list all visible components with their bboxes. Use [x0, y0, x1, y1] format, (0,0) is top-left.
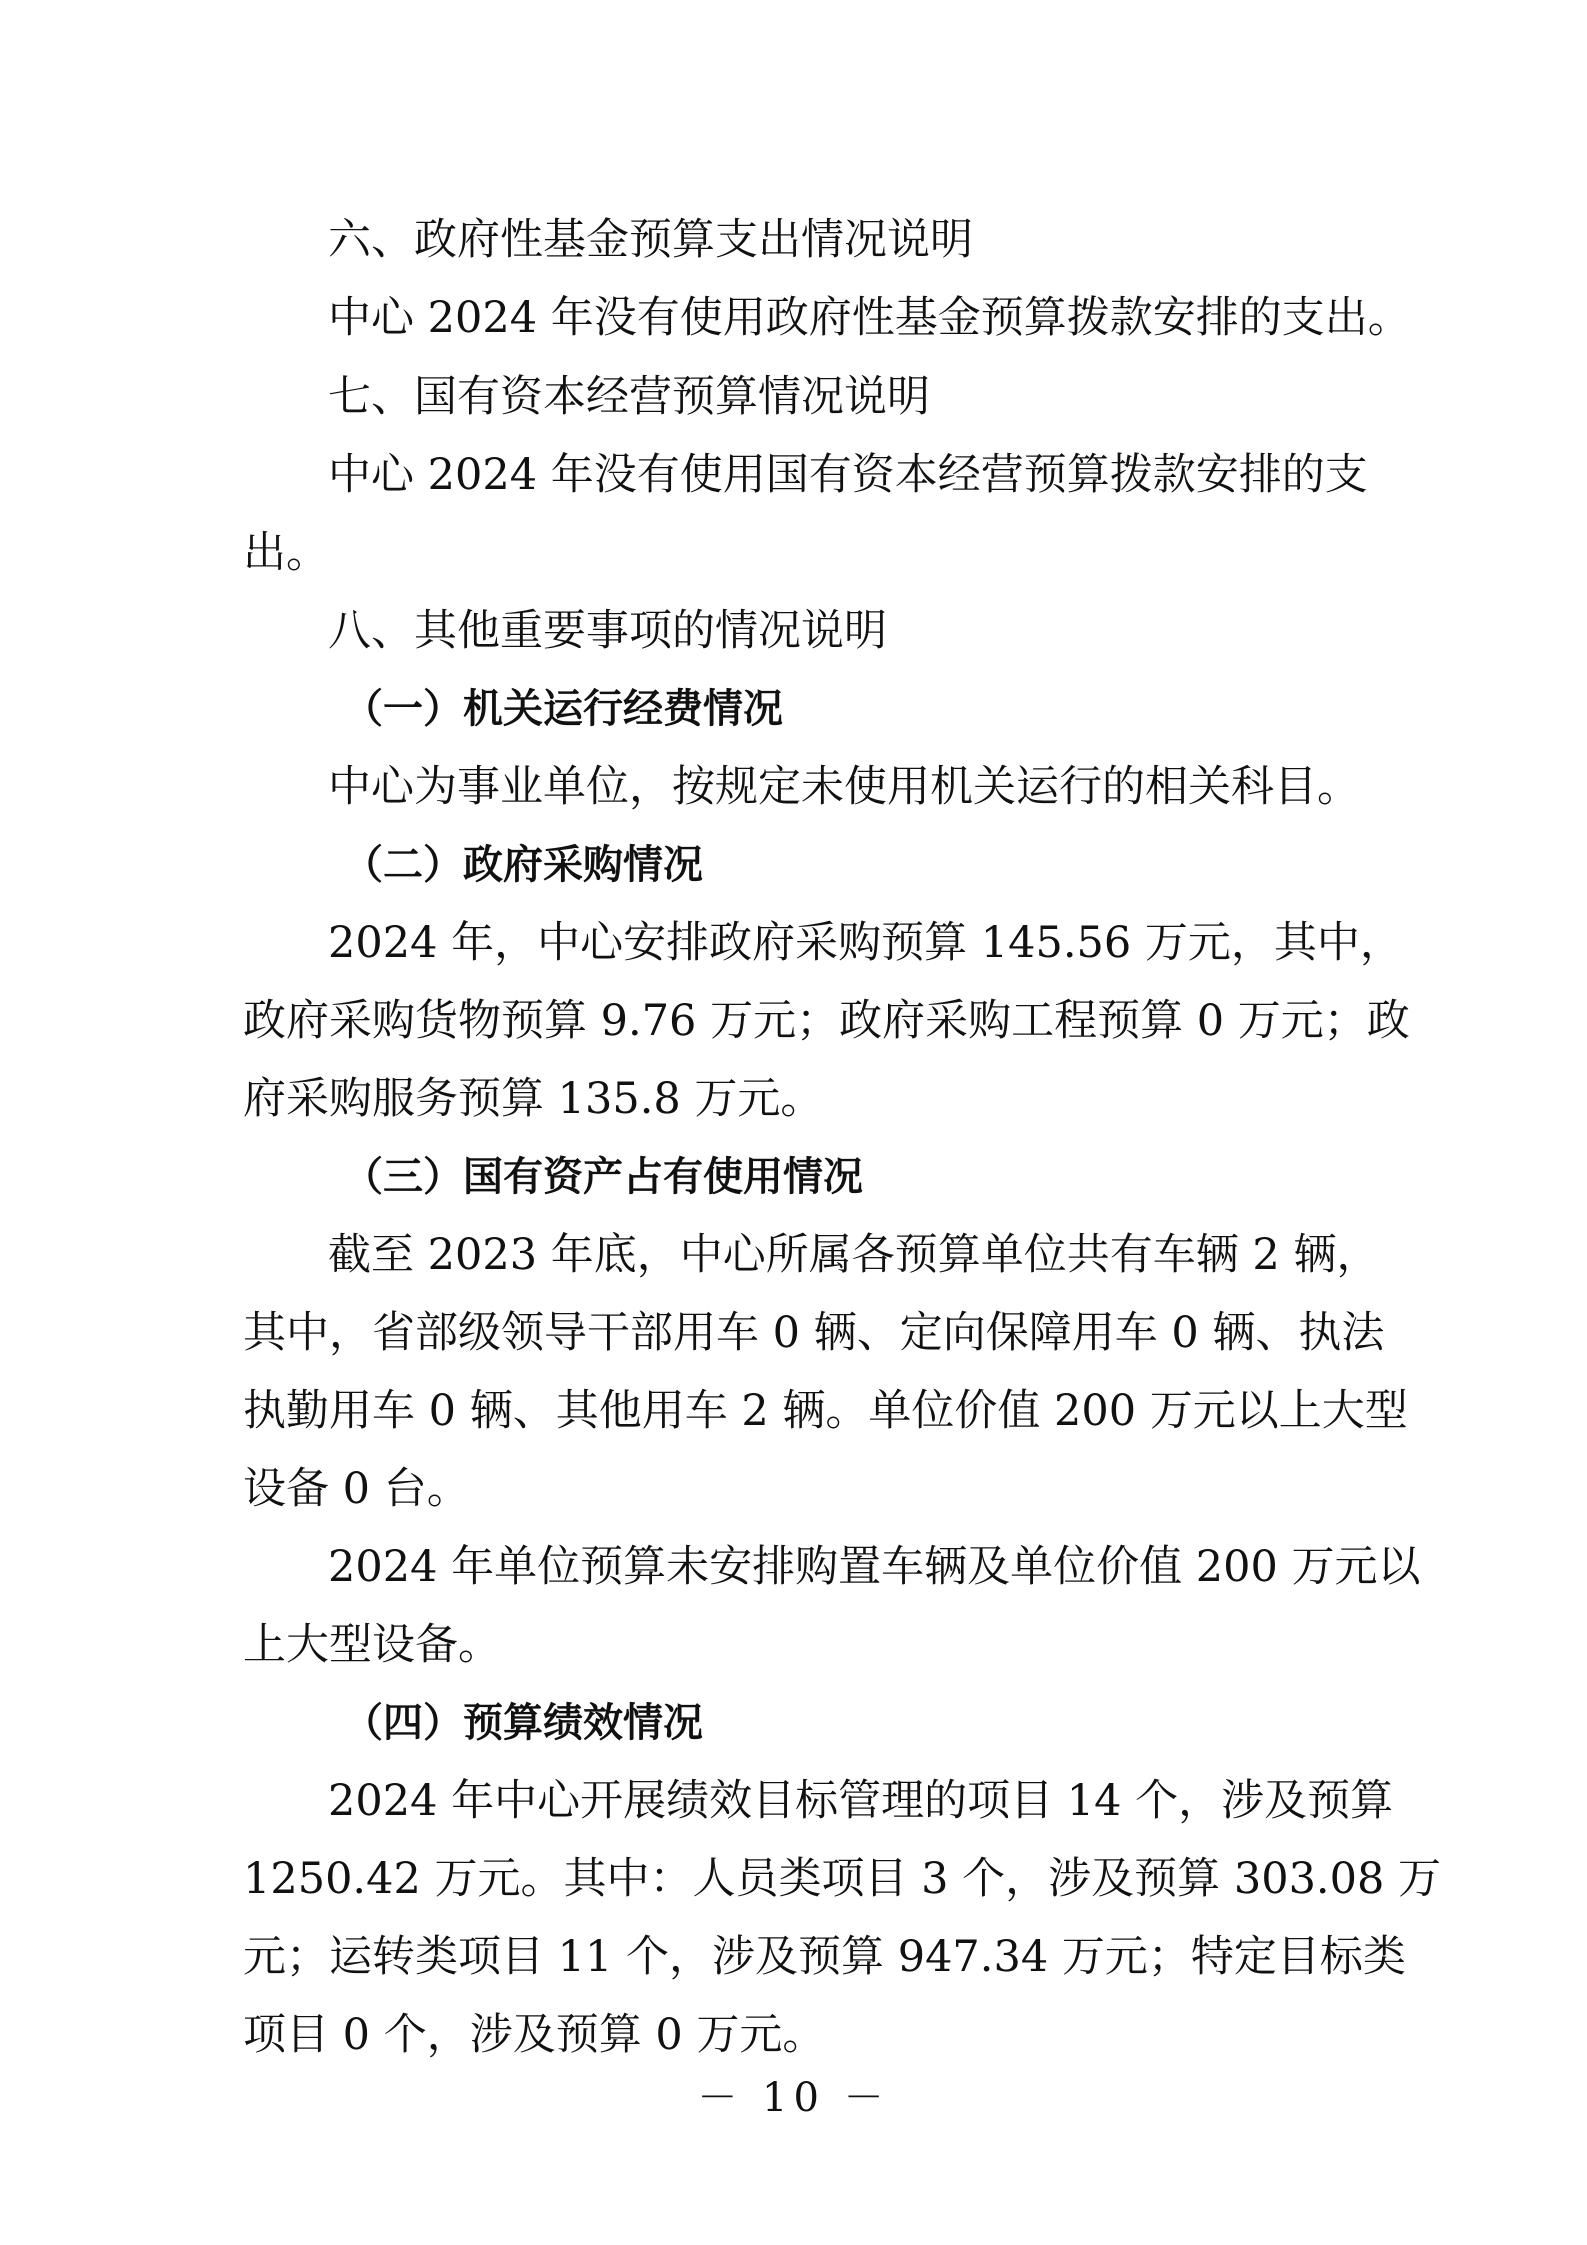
paragraph-sub4-line: 项目 0 个，涉及预算 0 万元。: [243, 2010, 826, 2060]
subsection-heading-3: （三）国有资产占有使用情况: [343, 1153, 863, 1200]
paragraph-sub3-line: 设备 0 台。: [243, 1464, 470, 1514]
subsection-heading-4: （四）预算绩效情况: [343, 1699, 703, 1746]
paragraph-s7-line: 中心 2024 年没有使用国有资本经营预算拨款安排的支: [328, 450, 1368, 500]
paragraph-sub4-line: 2024 年中心开展绩效目标管理的项目 14 个，涉及预算: [328, 1776, 1394, 1826]
paragraph-s7-line: 出。: [243, 528, 329, 578]
paragraph-sub2-line: 府采购服务预算 135.8 万元。: [243, 1074, 824, 1124]
paragraph-sub4-line: 1250.42 万元。其中：人员类项目 3 个，涉及预算 303.08 万: [243, 1854, 1441, 1904]
section-heading-6: 六、政府性基金预算支出情况说明: [328, 215, 973, 265]
section-heading-8: 八、其他重要事项的情况说明: [328, 606, 887, 656]
paragraph-sub1-line: 中心为事业单位，按规定未使用机关运行的相关科目。: [328, 762, 1360, 812]
paragraph-s6-line: 中心 2024 年没有使用政府性基金预算拨款安排的支出。: [328, 293, 1411, 343]
page-number: － 10 －: [697, 2075, 890, 2121]
paragraph-sub2-line: 政府采购货物预算 9.76 万元；政府采购工程预算 0 万元；政: [243, 996, 1410, 1046]
paragraph-sub4-line: 元；运转类项目 11 个，涉及预算 947.34 万元；特定目标类: [243, 1932, 1406, 1982]
paragraph-sub3-line: 截至 2023 年底，中心所属各预算单位共有车辆 2 辆，: [328, 1230, 1380, 1280]
paragraph-sub3-line: 执勤用车 0 辆、其他用车 2 辆。单位价值 200 万元以上大型: [243, 1386, 1408, 1436]
paragraph-sub3b-line: 上大型设备。: [243, 1620, 501, 1670]
paragraph-sub2-line: 2024 年，中心安排政府采购预算 145.56 万元，其中，: [328, 918, 1403, 968]
paragraph-sub3-line: 其中，省部级领导干部用车 0 辆、定向保障用车 0 辆、执法: [243, 1308, 1385, 1358]
section-heading-7: 七、国有资本经营预算情况说明: [328, 372, 930, 422]
paragraph-sub3b-line: 2024 年单位预算未安排购置车辆及单位价值 200 万元以: [328, 1542, 1421, 1592]
subsection-heading-2: （二）政府采购情况: [343, 841, 703, 888]
subsection-heading-1: （一）机关运行经费情况: [343, 685, 783, 732]
